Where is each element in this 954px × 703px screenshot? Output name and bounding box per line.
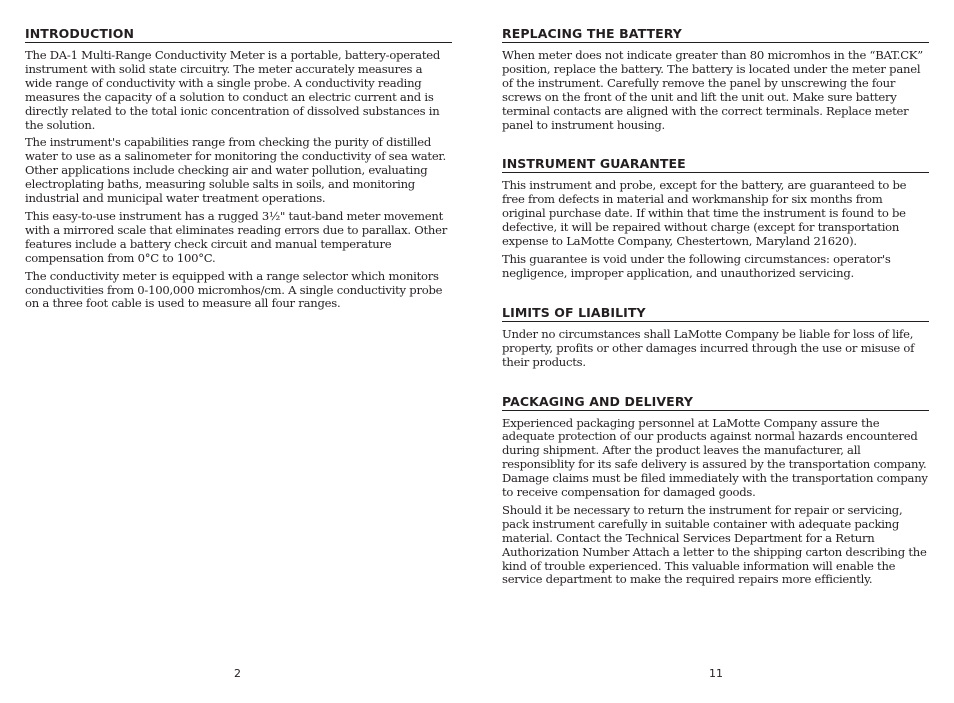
introduction-paragraph: This easy-to-use instrument has a rugged 3½" taut-band meter movement with a mirrored scale that eliminates reading errors due to parallax. Other features include a battery check circuit and manual temperature compensation from 0°C to 100°C. [25,208,448,265]
section-heading: INSTRUMENT GUARANTEE [502,156,929,173]
section-paragraph: This instrument and probe, except for the battery, are guaranteed to be free from defects in material and workmanship for six months from original purchase date. If within that time the instrument is found to be defective, it will be repaired without charge (except for transportation expense to LaMotte Company, Chestertown, Maryland 21620). [502,178,907,249]
section-paragraph: This guarantee is void under the following circumstances: operator's negligence, improper application, and unauthorized servicing. [502,251,891,280]
introduction-paragraph: The DA-1 Multi-Range Conductivity Meter is a portable, battery-operated instrument with solid state circuitry. The meter accurately measures a wide range of conductivity with a single probe. A conductivity reading measures the capacity of a solution to conduct an electric current and is directly related to the total ionic concentration of dissolved substances in the solution. [25,48,441,132]
left-page [25,26,452,315]
page-number-left: 2 [234,667,241,680]
section-limits-of-liability [502,305,929,370]
introduction-paragraph: The instrument's capabilities range from checking the purity of distilled water to use as a salinometer for monitoring the conductivity of sea water. Other applications include checking air and water pollution, evaluating electroplating baths, measuring soluble salts in soils, and monitoring industrial and municipal water treatment operations. [25,135,446,206]
section-heading: REPLACING THE BATTERY [502,26,929,43]
section-heading: PACKAGING AND DELIVERY [502,394,929,411]
section-paragraph: Experienced packaging personnel at LaMotte Company assure the adequate protection of our products against normal hazards encountered during shipment. After the product leaves the manufacturer, all responsiblity for its safe delivery is assured by the transportation company. Damage claims must be filed immediately with the transportation company to receive compensation for damaged goods. [502,415,928,500]
section-paragraph: Under no circumstances shall LaMotte Company be liable for loss of life, property, profits or other damages incurred through the use or misuse of their products. [502,326,915,369]
introduction-paragraph: The conductivity meter is equipped with a range selector which monitors conductivities from 0-100,000 micromhos/cm. A single conductivity probe on a three foot cable is used to measure all four ranges. [25,268,443,311]
section-heading-introduction: INTRODUCTION [25,26,452,43]
section-packaging-delivery [502,394,929,588]
section-paragraph: Should it be necessary to return the instrument for repair or servicing, pack instrument carefully in suitable container with adequate packing material. Contact the Technical Services Department for a Return Authorization Number Attach a letter to the shipping carton describing the kind of trouble experienced. This valuable information will enable the service department to make the required repairs more efficiently. [502,502,927,587]
right-page [502,26,929,611]
page-number-right: 11 [709,667,723,680]
section-heading: LIMITS OF LIABILITY [502,305,929,322]
section-instrument-guarantee [502,156,929,280]
section-paragraph: When meter does not indicate greater than 80 micromhos in the “BAT.CK” position, replace the battery. The battery is located under the meter panel of the instrument. Carefully remove the panel by unscrewing the four screws on the front of the unit and lift the unit out. Make sure battery terminal contacts are aligned with the correct terminals. Replace meter panel to instrument housing. [502,48,923,132]
section-replacing-battery [502,26,929,132]
